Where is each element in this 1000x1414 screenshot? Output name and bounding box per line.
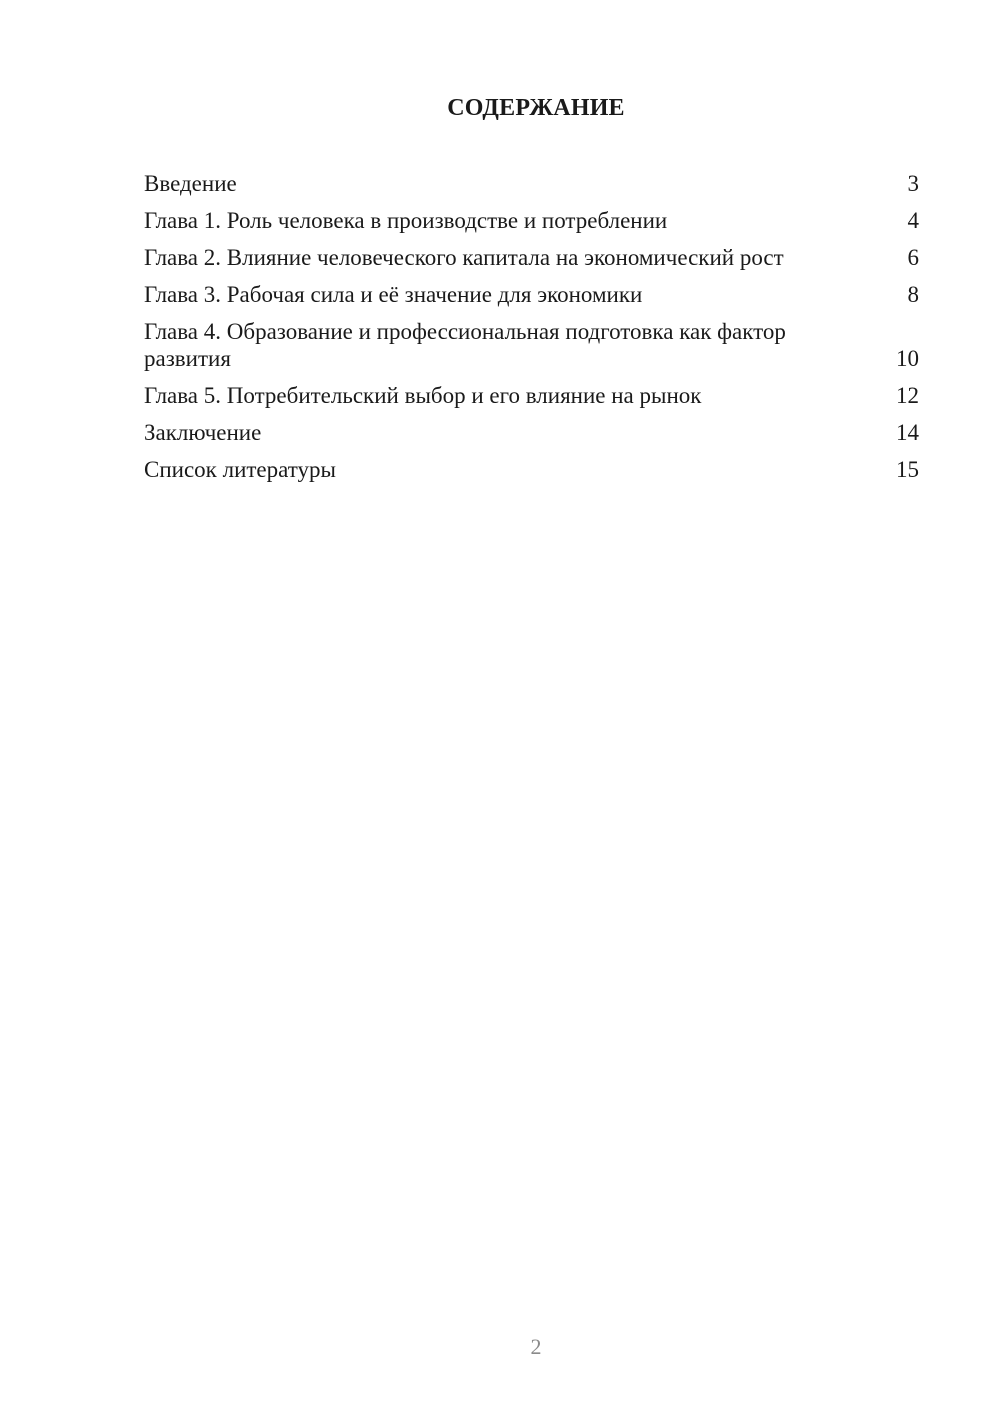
- toc-entry-page: 6: [907, 245, 919, 270]
- toc-entry-title: Глава 4. Образование и профессиональная подготовка как фактор развития: [144, 319, 786, 371]
- toc-entry-conclusion: [144, 419, 919, 446]
- toc-entry-references: [144, 456, 919, 483]
- toc-entry-page: 8: [907, 282, 919, 307]
- toc-entry-chapter-3: [144, 281, 919, 308]
- toc-entry-page: 10: [896, 346, 919, 371]
- toc-entry-title: Список литературы: [144, 457, 336, 482]
- toc-entry-title: Глава 5. Потребительский выбор и его влияние на рынок: [144, 383, 702, 408]
- toc-entry-page: 12: [896, 383, 919, 408]
- toc-entry-chapter-4: [144, 318, 919, 372]
- toc-entry-page: 3: [907, 171, 919, 196]
- toc-entry-page: 14: [896, 420, 919, 445]
- toc-entry-chapter-1: [144, 207, 919, 234]
- toc-entry-title: Заключение: [144, 420, 262, 445]
- page-title: СОДЕРЖАНИЕ: [447, 95, 625, 121]
- toc-entry-page: 4: [907, 208, 919, 233]
- toc-entry-title: Введение: [144, 171, 237, 196]
- toc-entry-chapter-2: [144, 244, 919, 271]
- page-number: 2: [530, 1334, 542, 1359]
- toc-entry-page: 15: [896, 457, 919, 482]
- table-of-contents: [144, 170, 919, 493]
- toc-entry-title: Глава 3. Рабочая сила и её значение для экономики: [144, 282, 643, 307]
- toc-entry-title: Глава 1. Роль человека в производстве и потреблении: [144, 208, 668, 233]
- toc-entry-title: Глава 2. Влияние человеческого капитала на экономический рост: [144, 245, 784, 270]
- toc-entry-chapter-5: [144, 382, 919, 409]
- toc-entry-introduction: [144, 170, 919, 197]
